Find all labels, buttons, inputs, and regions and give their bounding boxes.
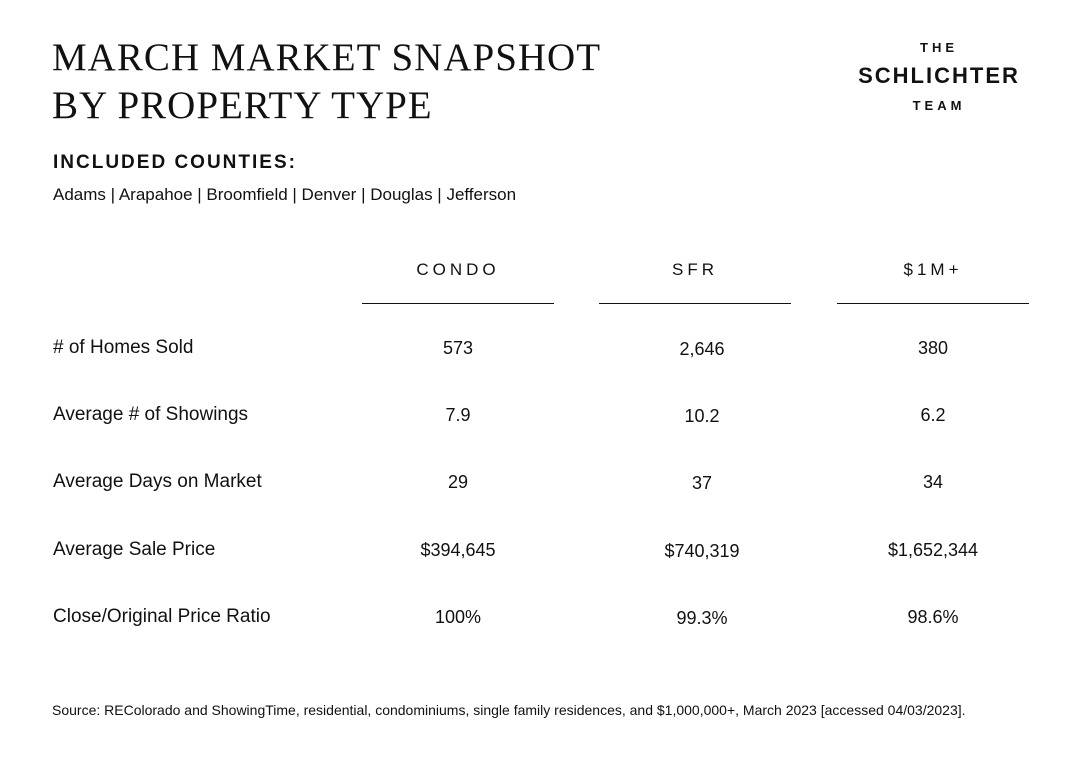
brand-logo (848, 40, 1030, 113)
table-cell: 7.9 (445, 405, 471, 425)
logo-top-text: THE (920, 40, 958, 55)
table-cell: 34 (922, 472, 944, 492)
row-label-days-on-market: Average Days on Market (53, 471, 262, 492)
page-title (52, 34, 601, 130)
logo-bottom-text: TEAM (912, 98, 966, 113)
table-cell: 573 (442, 338, 474, 358)
table-cell: $394,645 (420, 540, 496, 560)
table-cell: 99.3% (676, 608, 728, 628)
title-line-1: MARCH MARKET SNAPSHOT (52, 36, 602, 79)
table-cell: 37 (691, 473, 713, 493)
row-label-showings: Average # of Showings (53, 404, 249, 425)
table-cell: 380 (917, 338, 949, 358)
table-cell: 98.6% (907, 607, 959, 627)
row-label-price-ratio: Close/Original Price Ratio (53, 606, 271, 627)
column-header-1m-plus: $1M+ (903, 260, 963, 279)
table-cell: $740,319 (664, 541, 740, 561)
table-cell: 29 (447, 472, 469, 492)
row-label-sale-price: Average Sale Price (53, 539, 216, 560)
table-cell: 100% (434, 607, 482, 627)
column-header-condo: CONDO (416, 260, 500, 279)
column-divider (362, 303, 554, 304)
title-line-2: BY PROPERTY TYPE (52, 84, 433, 127)
logo-main-text: SCHLICHTER (858, 63, 1020, 88)
table-cell: 6.2 (920, 405, 946, 425)
counties-list: Adams | Arapahoe | Broomfield | Denver | Douglas | Jefferson (53, 185, 517, 204)
counties-heading: INCLUDED COUNTIES: (53, 152, 297, 173)
column-header-sfr: SFR (672, 260, 718, 279)
column-divider (837, 303, 1029, 304)
source-note: Source: REColorado and ShowingTime, residential, condominiums, single family residences, and $1,000,000+, March 2023 [accessed 04/03/2023]. (52, 702, 966, 718)
table-cell: 10.2 (684, 406, 720, 426)
table-cell: $1,652,344 (887, 540, 979, 560)
column-divider (599, 303, 791, 304)
row-label-homes-sold: # of Homes Sold (53, 337, 194, 358)
table-cell: 2,646 (679, 339, 725, 359)
